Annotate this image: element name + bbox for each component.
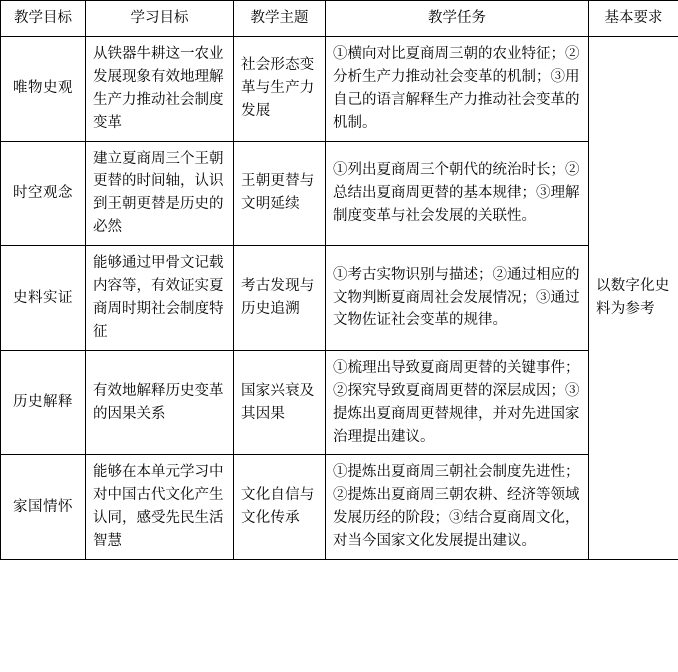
cell-teaching-theme: 文化自信与文化传承 xyxy=(234,455,326,560)
cell-teaching-goal: 家国情怀 xyxy=(1,455,86,560)
cell-teaching-goal: 时空观念 xyxy=(1,141,86,246)
column-header-teaching-theme: 教学主题 xyxy=(234,1,326,37)
cell-basic-requirement: 以数字化史料为参考 xyxy=(589,36,678,559)
cell-teaching-goal: 史料实证 xyxy=(1,246,86,351)
cell-teaching-task: ①列出夏商周三个朝代的统治时长；②总结出夏商周更替的基本规律；③理解制度变革与社会发展的关联性。 xyxy=(326,141,589,246)
cell-teaching-task: ①梳理出导致夏商周更替的关键事件；②探究导致夏商周更替的深层成因；③提炼出夏商周更替规律，并对先进国家治理提出建议。 xyxy=(326,350,589,455)
cell-teaching-task: ①考古实物识别与描述；②通过相应的文物判断夏商周社会发展情况；③通过文物佐证社会变革的规律。 xyxy=(326,246,589,351)
table-row xyxy=(1,141,678,246)
column-header-teaching-goal: 教学目标 xyxy=(1,1,86,37)
cell-teaching-task: ①提炼出夏商周三朝社会制度先进性；②提炼出夏商周三朝农耕、经济等领域发展历经的阶段；③结合夏商周文化，对当今国家文化发展提出建议。 xyxy=(326,455,589,560)
cell-teaching-goal: 历史解释 xyxy=(1,350,86,455)
cell-teaching-theme: 社会形态变革与生产力发展 xyxy=(234,36,326,141)
table-row xyxy=(1,455,678,560)
cell-learning-objective: 有效地解释历史变革的因果关系 xyxy=(86,350,234,455)
table-header-row xyxy=(1,1,678,37)
cell-teaching-goal: 唯物史观 xyxy=(1,36,86,141)
cell-learning-objective: 建立夏商周三个王朝更替的时间轴，认识到王朝更替是历史的必然 xyxy=(86,141,234,246)
table-row xyxy=(1,36,678,141)
column-header-basic-requirement: 基本要求 xyxy=(589,1,678,37)
cell-learning-objective: 能够在本单元学习中对中国古代文化产生认同，感受先民生活智慧 xyxy=(86,455,234,560)
table-row xyxy=(1,350,678,455)
cell-teaching-theme: 国家兴衰及其因果 xyxy=(234,350,326,455)
cell-teaching-theme: 考古发现与历史追溯 xyxy=(234,246,326,351)
cell-teaching-theme: 王朝更替与文明延续 xyxy=(234,141,326,246)
column-header-learning-objective: 学习目标 xyxy=(86,1,234,37)
cell-teaching-task: ①横向对比夏商周三朝的农业特征；②分析生产力推动社会变革的机制；③用自己的语言解释生产力推动社会变革的机制。 xyxy=(326,36,589,141)
table-row xyxy=(1,246,678,351)
cell-learning-objective: 能够通过甲骨文记载内容等，有效证实夏商周时期社会制度特征 xyxy=(86,246,234,351)
cell-learning-objective: 从铁器牛耕这一农业发展现象有效地理解生产力推动社会制度变革 xyxy=(86,36,234,141)
column-header-teaching-task: 教学任务 xyxy=(326,1,589,37)
